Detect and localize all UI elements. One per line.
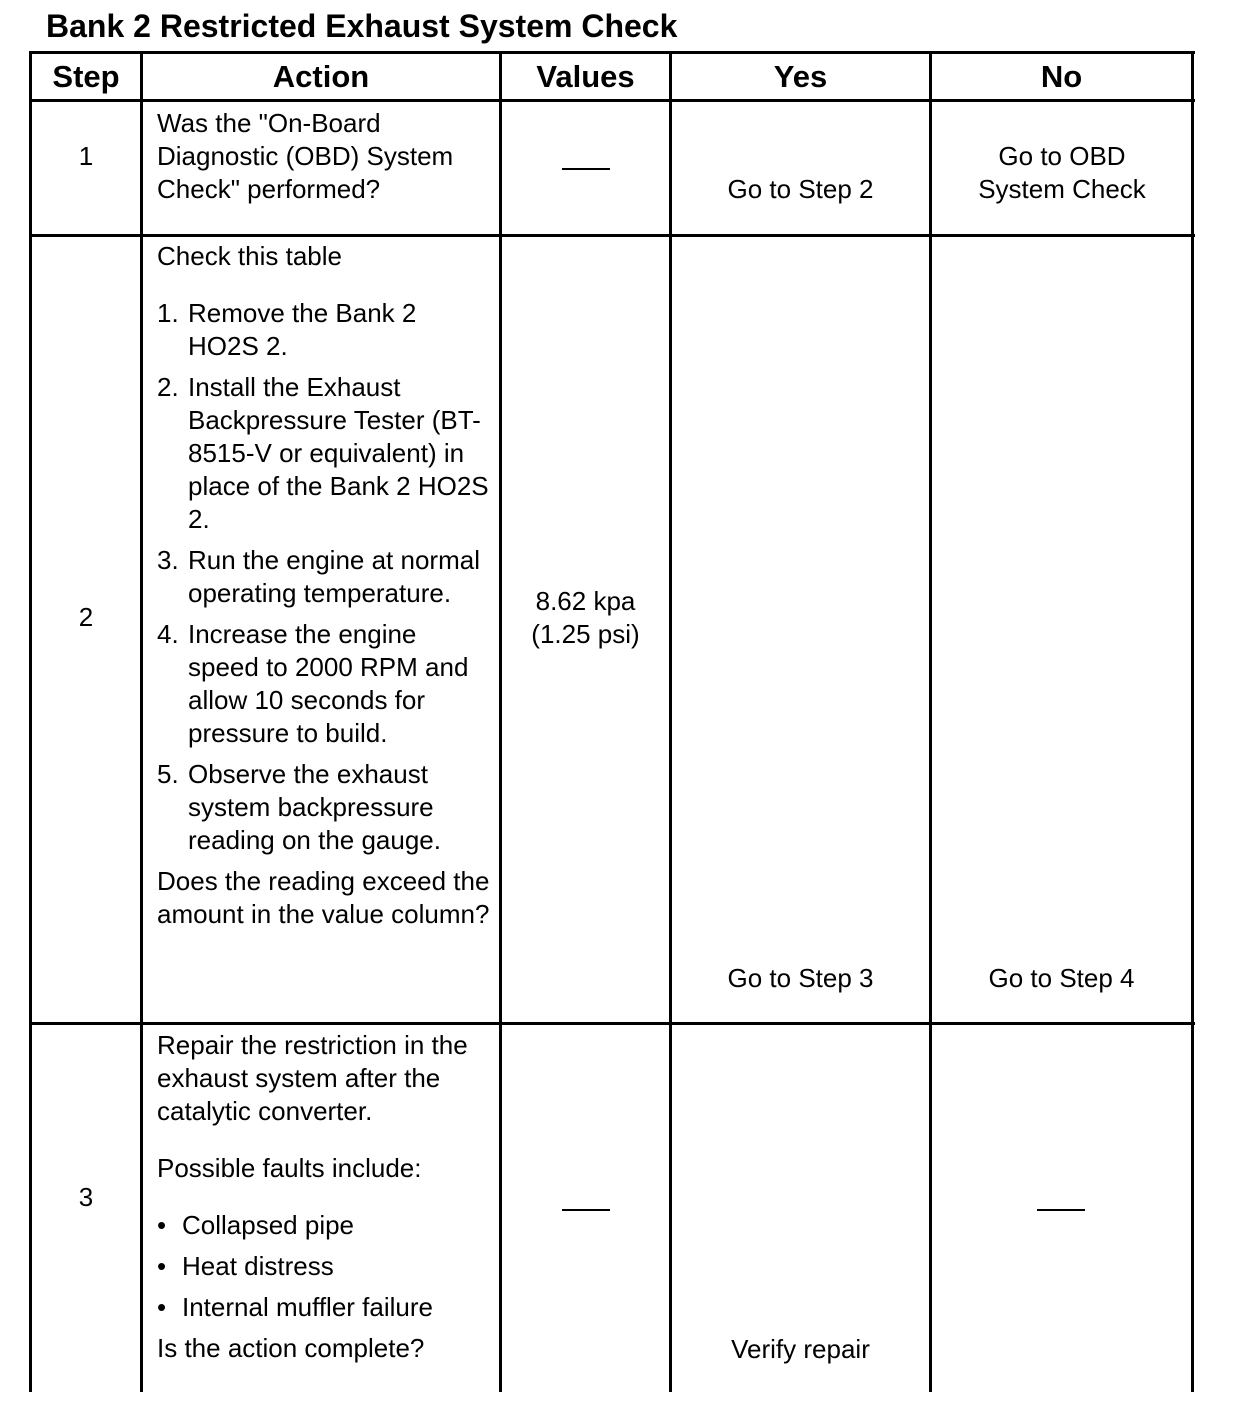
list-item-text: Observe the exhaust system backpressure reading on the gauge. xyxy=(188,759,441,855)
bullet-icon: • xyxy=(157,1251,167,1281)
header-action: Action xyxy=(272,59,370,94)
action-question: Is the action complete? xyxy=(157,1333,425,1363)
action-text: Was the "On-Board Diagnostic (OBD) System Check" performed? xyxy=(157,108,454,204)
list-item-number: 1. xyxy=(157,298,179,328)
faults-list xyxy=(157,1209,492,1324)
values-psi: (1.25 psi) xyxy=(531,619,640,649)
step-number: 2 xyxy=(78,602,94,632)
header-no: No xyxy=(1040,59,1083,94)
yes-result: Go to Step 2 xyxy=(727,174,874,204)
faults-intro: Possible faults include: xyxy=(157,1153,422,1183)
action-block xyxy=(157,240,492,931)
bullet-icon: • xyxy=(157,1292,167,1322)
list-item-number: 5. xyxy=(157,759,179,789)
table-right-border xyxy=(1191,51,1194,1392)
list-item-number: 2. xyxy=(157,372,179,402)
list-item xyxy=(157,758,492,857)
list-item xyxy=(157,618,492,750)
header-values: Values xyxy=(536,59,635,94)
list-item-text: Increase the engine speed to 2000 RPM and allow 10 seconds for pressure to build. xyxy=(188,619,469,748)
bullet-icon: • xyxy=(157,1210,167,1240)
list-item-number: 3. xyxy=(157,545,179,575)
no-result: Go to Step 4 xyxy=(988,963,1135,993)
step-number: 1 xyxy=(78,141,94,171)
row-2-bottom-border xyxy=(29,1022,1195,1025)
list-item xyxy=(157,1209,492,1242)
action-text: Repair the restriction in the exhaust system after the catalytic converter. xyxy=(157,1030,468,1126)
column-divider-values xyxy=(669,51,672,1392)
values-kpa: 8.62 kpa xyxy=(535,586,636,616)
step-number: 3 xyxy=(78,1182,94,1212)
list-item-text: Remove the Bank 2 HO2S 2. xyxy=(188,298,417,361)
action-block xyxy=(157,1029,492,1365)
list-item xyxy=(157,1250,492,1283)
list-item-text: Collapsed pipe xyxy=(182,1210,355,1240)
action-question: Does the reading exceed the amount in the value column? xyxy=(157,866,490,929)
yes-result: Go to Step 3 xyxy=(727,963,874,993)
list-item-text: Internal muffler failure xyxy=(182,1292,433,1322)
column-divider-yes xyxy=(929,51,932,1392)
column-divider-step xyxy=(140,51,143,1392)
row-1-bottom-border xyxy=(29,234,1195,237)
values-empty-dash xyxy=(562,1209,610,1211)
procedure-list xyxy=(157,297,492,857)
column-divider-action xyxy=(499,51,502,1392)
no-empty-dash xyxy=(1037,1209,1085,1211)
list-item-text: Heat distress xyxy=(182,1251,334,1281)
list-item-number: 4. xyxy=(157,619,179,649)
yes-result: Verify repair xyxy=(731,1334,870,1364)
no-result: Go to OBD System Check xyxy=(978,141,1146,204)
list-item xyxy=(157,544,492,610)
header-yes: Yes xyxy=(773,59,828,94)
header-step: Step xyxy=(52,59,120,94)
list-item-text: Install the Exhaust Backpressure Tester (BT-8515-V or equivalent) in place of the Bank 2 HO2S 2. xyxy=(188,372,489,534)
header-bottom-border xyxy=(29,99,1195,102)
action-intro: Check this table xyxy=(157,241,342,271)
list-item xyxy=(157,371,492,536)
table-top-border xyxy=(29,51,1195,54)
values-empty-dash xyxy=(562,168,610,170)
list-item xyxy=(157,1291,492,1324)
page-title: Bank 2 Restricted Exhaust System Check xyxy=(46,8,678,44)
list-item-text: Run the engine at normal operating temperature. xyxy=(188,545,480,608)
list-item xyxy=(157,297,492,363)
values-text xyxy=(502,585,669,651)
